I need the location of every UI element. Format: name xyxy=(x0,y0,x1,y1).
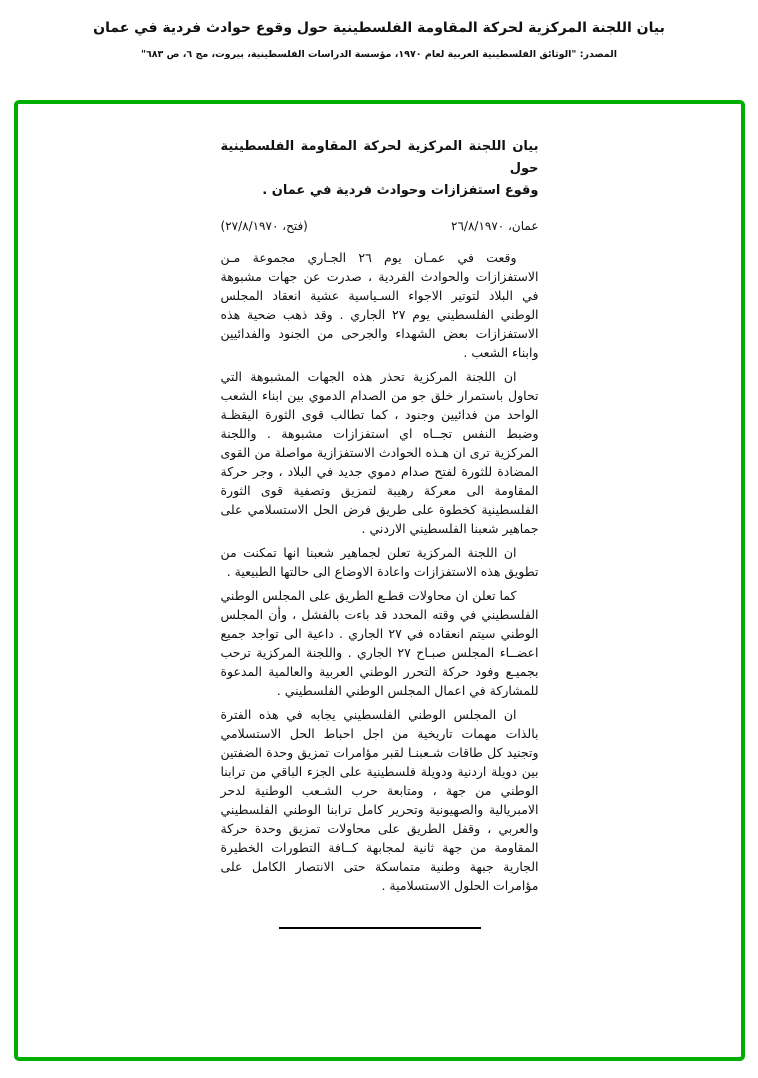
document-title-line-2: وقوع استفزازات وحوادث فردية في عمان . xyxy=(262,183,539,198)
document-title xyxy=(221,136,539,202)
paragraph: وقعت في عمـان يوم ٢٦ الجـاري مجموعة مـن الاستفزازات والحوادث الفردية ، صدرت عن جهات مشبوهة في البلاد لتوتير الاجواء السـياسية عشية انعقاد المجلس الوطني الفلسطيني يوم ٢٧ الجاري . وقد ذهب ضحية هذه الاستفزازات بعض الشهداء والجرحى من الجنود والفدائيين وابناء الشعب . xyxy=(220,250,539,360)
paragraph: ان المجلس الوطني الفلسطيني يجابه في هذه الفترة بالذات مهمات تاريخية من اجل احباط الحل الاستسلامي وتجنيد كل طاقات شـعبنـا لقبر مؤامرات تمزيق وحدة الضفتين بين دويلة اردنية ودويلة فلسطينية على الجزء الباقي من ترابنا الوطني من جهة ، ومتابعة حرب الشـعب الوطنية لدحر الامبريالية والصهيونية وتحرير كامل ترابنا الوطني الفلسطيني والعربي ، وقفل الطريق على محاولات تمزيق وحدة حركة المقاومة من جهة ثانية لمجابهة كــافة التطورات الخطيرة الجارية جبهة وطنية متماسكة حتى الانتصار الكامل على مؤامرات الحلول الاستسلامية . xyxy=(220,707,539,893)
document-body xyxy=(221,136,539,929)
document-frame xyxy=(14,100,745,1061)
paragraph: ان اللجنة المركزية تحذر هذه الجهات المشبوهة التي تحاول باستمرار خلق جو من الصدام الدموي بين ابناء الشعب الواحد من فدائيين وجنود ، كما تطالب قوى الثورة اليقظـة وضبط النفس تجــاه اي استفزازات مشبوهة . واللجنة المركزية ترى ان هـذه الحوادث الاستفزازية مواصلة من القوى المضادة للثورة لفتح صدام دموي جديد في البلاد ، وجر حركة المقاومة الى معركة رهيبة لتمزيق وتصفية قوى الثورة الفلسطينية كخطوة على طريق فرض الحل الاستسلامي على جماهير شعبنا الفلسطيني الاردني . xyxy=(220,369,539,536)
dateline xyxy=(221,217,539,236)
paragraph: ان اللجنة المركزية تعلن لجماهير شعبنا انها تمكنت من تطويق هذه الاستفزازات واعادة الاوضاع الى حالتها الطبيعية . xyxy=(220,545,539,579)
page-header xyxy=(0,20,758,60)
document-title-line-1: بيان اللجنة المركزية لحركة المقاومة الفلسطينية حول xyxy=(220,139,539,176)
end-divider xyxy=(279,927,481,929)
dateline-place-date: عمان، ٢٦/٨/١٩٧٠ xyxy=(451,219,539,233)
page-title: بيان اللجنة المركزية لحركة المقاومة الفلسطينية حول وقوع حوادث فردية في عمان xyxy=(93,20,665,36)
paragraph: كما تعلن ان محاولات قطـع الطريق على المجلس الوطني الفلسطيني في وقته المحدد قد باءت بالفشل ، وأن المجلس الوطني سيتم انعقاده في ٢٧ الجاري . داعية الى تواجد جميع اعضــاء المجلس صبـاح ٢٧ الجاري . واللجنة المركزية ترحب بجميـع وفود حركة التحرر الوطني العربية والعالمية المدعوة للمشاركة في اعمال المجلس الوطني الفلسطيني . xyxy=(220,588,539,698)
dateline-publication: (فتح، ٢٧/٨/١٩٧٠) xyxy=(220,219,308,233)
source-citation: المصدر: "الوثائق الفلسطينية العربية لعام ١٩٧٠، مؤسسة الدراسات الفلسطينية، بيروت، مج ٦، ص ٦٨٣" xyxy=(140,49,618,60)
